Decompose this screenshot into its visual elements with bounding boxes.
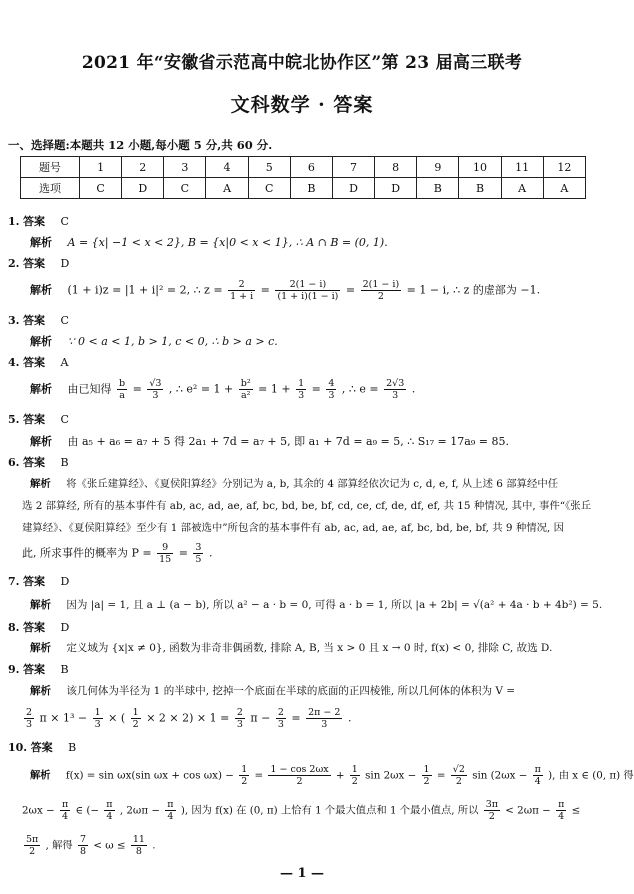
- page-number: — 1 —: [279, 866, 325, 881]
- answer-line: [8, 312, 69, 328]
- fraction-numerator: 2(1 − i): [362, 279, 400, 290]
- analysis-line: [22, 519, 564, 534]
- fraction-numerator: π: [106, 799, 113, 810]
- analysis-label: 解析: [30, 769, 51, 782]
- fraction-denominator: 3: [298, 390, 305, 401]
- analysis-text: +: [335, 769, 345, 782]
- analysis-text: .: [152, 839, 156, 852]
- item-number: 10.: [8, 741, 28, 754]
- analysis-line: [22, 497, 591, 512]
- analysis-text: 选 2 部算经, 所有的基本事件有 ab, ac, ad, ae, af, bc, bd, be, bf, cd, ce, cf, de, df, ef, 共 15 种情况, 其中, 事件“《张丘: [22, 500, 592, 512]
- analysis-line: [22, 542, 212, 565]
- fraction: [60, 799, 70, 822]
- fraction: [533, 764, 543, 787]
- item-number: 7.: [8, 575, 20, 588]
- fraction: [131, 834, 147, 857]
- answer-choice: A: [206, 178, 248, 199]
- row-label-number: 题号: [21, 157, 80, 178]
- analysis-text: 因为 |a| = 1, 且 a ⊥ (a − b), 所以 a² − a · b = 0, 可得 a · b = 1, 所以 |a + 2b| = √(a² + 4a · b + 4b²) = 5.: [66, 599, 603, 611]
- analysis-text: π × 1³ −: [39, 711, 88, 725]
- answer-label: 答案: [22, 621, 45, 634]
- fraction: [384, 378, 406, 401]
- analysis-line: [30, 378, 415, 401]
- fraction: [239, 378, 253, 401]
- answer-choice: A: [501, 178, 543, 199]
- answer-label: 答案: [22, 257, 45, 270]
- fraction-denominator: 1 + i: [230, 291, 254, 302]
- fraction-numerator: b: [119, 378, 126, 389]
- analysis-text: 该几何体为半径为 1 的半球中, 挖掉一个底面在半球的底面的正四棱锥, 所以几何体的体积为 V =: [66, 685, 516, 697]
- fraction-numerator: 2π − 2: [308, 707, 341, 718]
- analysis-text: 建算经》、《夏侯阳算经》至少有 1 部被选中”所包含的基本事件有 ab, ac, ad, ae, af, bc, bd, be, bf, 共 9 种情况, 因: [22, 522, 565, 534]
- fraction-denominator: 8: [135, 846, 142, 857]
- fraction-numerator: 2: [236, 707, 243, 718]
- analysis-text: ∵ 0 < a < 1, b > 1, c < 0, ∴ b > a > c.: [67, 335, 278, 348]
- exam-subtitle: 文科数学 · 答案: [230, 94, 374, 116]
- fraction: [147, 378, 163, 401]
- analysis-text: = 1 +: [258, 382, 291, 396]
- analysis-line: [30, 640, 552, 655]
- analysis-line: [30, 683, 515, 698]
- fraction: [276, 707, 286, 730]
- analysis-text: , ∴ e =: [341, 382, 379, 396]
- answer-label: 答案: [30, 741, 53, 754]
- fraction-denominator: 3: [236, 719, 243, 730]
- analysis-text: 2ωx −: [22, 804, 55, 817]
- analysis-text: , ∴ e² = 1 +: [168, 382, 234, 396]
- fraction: [235, 707, 245, 730]
- analysis-line: [22, 834, 155, 857]
- analysis-text: 此, 所求事件的概率为 P =: [22, 546, 152, 560]
- fraction-numerator: π: [534, 764, 541, 775]
- fraction-denominator: 2: [241, 776, 248, 787]
- fraction-denominator: 4: [534, 776, 541, 787]
- analysis-text: =: [345, 283, 356, 297]
- answer-value: B: [60, 663, 69, 676]
- section-heading: 一、选择题:本题共 12 小题,每小题 5 分,共 60 分.: [8, 138, 273, 152]
- fraction-numerator: π: [61, 799, 69, 810]
- analysis-text: < ω ≤: [93, 839, 126, 852]
- fraction-numerator: b²: [240, 378, 251, 389]
- item-number: 8.: [8, 621, 20, 634]
- analysis-label: 解析: [30, 236, 52, 249]
- question-number: 4: [206, 157, 248, 178]
- fraction: [117, 378, 127, 401]
- answer-line: [8, 573, 69, 589]
- answer-choice: D: [332, 178, 374, 199]
- analysis-text: = 1 − i, ∴ z 的虚部为 −1.: [406, 283, 541, 297]
- fraction: [239, 764, 249, 787]
- item-number: 3.: [8, 314, 20, 327]
- answer-value: D: [60, 621, 70, 634]
- answer-label: 答案: [22, 456, 45, 469]
- fraction: [350, 764, 360, 787]
- fraction: [306, 707, 342, 730]
- analysis-text: =: [178, 546, 188, 560]
- analysis-text: sin (2ωx −: [472, 769, 528, 782]
- fraction-denominator: 3: [392, 390, 399, 401]
- analysis-text: (1 + i)z = |1 + i|² = 2, ∴ z =: [67, 283, 223, 297]
- question-number: 6: [290, 157, 332, 178]
- analysis-text: × 2 × 2) × 1 =: [146, 711, 230, 725]
- fraction: [228, 279, 255, 302]
- fraction-numerator: 3: [195, 542, 202, 553]
- answer-choice: C: [80, 178, 122, 199]
- answer-line: [8, 739, 76, 755]
- answer-line: [8, 661, 69, 677]
- fraction: [78, 834, 88, 857]
- answer-value: C: [60, 413, 69, 426]
- fraction-denominator: 2: [455, 776, 462, 787]
- analysis-text: 由 a₅ + a₆ = a₇ + 5 得 2a₁ + 7d = a₇ + 5, 即 a₁ + 7d = a₉ = 5, ∴ S₁₇ = 17a₉ = 85.: [67, 435, 509, 448]
- fraction: [24, 707, 34, 730]
- fraction-numerator: √2: [452, 764, 465, 775]
- fraction-denominator: 4: [558, 811, 565, 822]
- exam-title: 2021 年“安徽省示范高中皖北协作区”第 23 届高三联考: [81, 53, 523, 73]
- analysis-text: × (: [108, 711, 126, 725]
- fraction-denominator: 8: [80, 846, 87, 857]
- item-number: 4.: [8, 356, 20, 369]
- question-number: 12: [543, 157, 585, 178]
- fraction: [165, 799, 175, 822]
- analysis-label: 解析: [30, 642, 51, 654]
- analysis-label: 解析: [30, 435, 52, 448]
- answer-choice: B: [459, 178, 501, 199]
- fraction: [484, 799, 500, 822]
- analysis-text: ∈ (−: [75, 804, 100, 817]
- question-number: 2: [122, 157, 164, 178]
- fraction-denominator: 2: [296, 776, 303, 787]
- fraction-denominator: 3: [152, 390, 159, 401]
- answer-value: A: [60, 356, 69, 369]
- fraction-numerator: 2(1 − i): [275, 279, 340, 291]
- fraction-denominator: (1 + i)(1 − i): [277, 291, 339, 302]
- answer-choice: C: [248, 178, 290, 199]
- fraction-numerator: √3: [149, 378, 162, 389]
- fraction-denominator: 2: [423, 776, 430, 787]
- question-number: 3: [164, 157, 206, 178]
- fraction-numerator: π: [167, 799, 174, 810]
- analysis-text: .: [347, 711, 352, 725]
- answer-line: [8, 454, 69, 470]
- fraction-denominator: 2: [488, 811, 495, 822]
- fraction-numerator: π: [558, 799, 565, 810]
- fraction: [24, 834, 40, 857]
- analysis-line: [30, 279, 540, 302]
- analysis-label: 解析: [30, 599, 51, 611]
- answer-choice: D: [375, 178, 417, 199]
- fraction: [193, 542, 203, 565]
- fraction-numerator: 2√3: [386, 378, 405, 389]
- question-number: 9: [417, 157, 459, 178]
- fraction-denominator: 2: [351, 776, 358, 787]
- answer-choice: A: [543, 178, 585, 199]
- analysis-text: ), 因为 f(x) 在 (0, π) 上恰有 1 个最大值点和 1 个最小值点, 所以: [180, 804, 479, 817]
- fraction-denominator: a: [119, 390, 125, 401]
- answer-choice: B: [290, 178, 332, 199]
- answer-label: 答案: [22, 356, 45, 369]
- analysis-text: ≤: [571, 804, 581, 817]
- answer-choice: D: [122, 178, 164, 199]
- fraction-denominator: 2: [29, 846, 36, 857]
- analysis-label: 解析: [30, 335, 52, 348]
- fraction-denominator: 2: [377, 291, 384, 302]
- fraction-numerator: 11: [132, 834, 145, 845]
- fraction-denominator: 3: [321, 719, 328, 730]
- analysis-line: [30, 433, 509, 449]
- fraction-numerator: 1: [132, 707, 139, 718]
- analysis-line: [30, 333, 278, 349]
- analysis-text: =: [132, 382, 142, 396]
- analysis-text: sin 2ωx −: [365, 769, 417, 782]
- question-number: 8: [375, 157, 417, 178]
- fraction-numerator: 7: [80, 834, 87, 845]
- fraction-denominator: 4: [167, 811, 174, 822]
- answer-line: [8, 213, 69, 229]
- item-number: 5.: [8, 413, 20, 426]
- fraction-denominator: 3: [26, 719, 33, 730]
- analysis-text: f(x) = sin ωx(sin ωx + cos ωx) −: [65, 769, 234, 782]
- analysis-text: 将《张丘建算经》、《夏侯阳算经》分别记为 a, b, 其余的 4 部算经依次记为 c, d, e, f, 从上述 6 部算经中任: [66, 478, 559, 490]
- answer-value: B: [60, 456, 69, 469]
- fraction: [556, 799, 566, 822]
- item-number: 9.: [8, 663, 20, 676]
- fraction-numerator: 1: [423, 764, 430, 775]
- answer-value: D: [60, 575, 70, 588]
- analysis-text: =: [254, 769, 264, 782]
- fraction-numerator: 1: [94, 707, 101, 718]
- analysis-text: =: [260, 283, 270, 297]
- analysis-line: [30, 475, 558, 490]
- item-number: 2.: [8, 257, 20, 270]
- fraction-numerator: 1: [351, 764, 358, 775]
- analysis-text: A = {x| −1 < x < 2}, B = {x|0 < x < 1}, ∴ A ∩ B = (0, 1).: [67, 236, 388, 249]
- fraction: [104, 799, 114, 822]
- answer-table-choice-row: [21, 178, 586, 199]
- fraction-numerator: 1 − cos 2ωx: [270, 764, 329, 775]
- analysis-text: ), 由 x ∈ (0, π) 得: [548, 769, 634, 782]
- answer-label: 答案: [22, 314, 45, 327]
- question-number: 10: [459, 157, 501, 178]
- analysis-label: 解析: [30, 382, 52, 396]
- answer-line: [8, 354, 68, 370]
- question-number: 1: [80, 157, 122, 178]
- analysis-text: , 解得: [45, 839, 73, 852]
- fraction-numerator: 9: [157, 542, 173, 554]
- answer-table: [20, 156, 586, 199]
- fraction-numerator: 1: [241, 764, 248, 775]
- analysis-line: [30, 234, 388, 250]
- item-number: 6.: [8, 456, 20, 469]
- question-number: 7: [332, 157, 374, 178]
- answer-value: B: [68, 741, 77, 754]
- analysis-text: < 2ωπ −: [505, 804, 551, 817]
- fraction: [422, 764, 432, 787]
- fraction: [326, 378, 336, 401]
- fraction: [296, 378, 306, 401]
- analysis-label: 解析: [30, 685, 51, 697]
- fraction-denominator: 5: [195, 554, 202, 565]
- analysis-line: [22, 799, 580, 822]
- fraction-numerator: 1: [298, 378, 305, 389]
- row-label-choice: 选项: [21, 178, 80, 199]
- answer-label: 答案: [22, 215, 45, 228]
- answer-value: C: [60, 314, 69, 327]
- analysis-text: =: [436, 769, 446, 782]
- fraction: [93, 707, 103, 730]
- analysis-label: 解析: [30, 283, 52, 297]
- analysis-label: 解析: [30, 478, 51, 490]
- fraction-denominator: 3: [94, 719, 101, 730]
- fraction-denominator: 2: [132, 719, 139, 730]
- fraction: [131, 707, 141, 730]
- fraction: [361, 279, 402, 302]
- fraction-numerator: 3π: [485, 799, 498, 810]
- analysis-text: =: [311, 382, 321, 396]
- answer-line: [8, 411, 69, 427]
- fraction-denominator: 3: [277, 719, 284, 730]
- item-number: 1.: [8, 215, 20, 228]
- analysis-line: [30, 597, 602, 612]
- analysis-line: [22, 707, 351, 730]
- analysis-text: π −: [250, 711, 271, 725]
- fraction: [268, 764, 330, 787]
- answer-label: 答案: [22, 575, 45, 588]
- fraction-numerator: 2: [277, 707, 284, 718]
- fraction-denominator: 15: [159, 554, 172, 565]
- answer-table-number-row: [21, 157, 586, 178]
- analysis-text: 由已知得: [67, 382, 112, 396]
- question-number: 11: [501, 157, 543, 178]
- analysis-text: .: [208, 546, 213, 560]
- answer-label: 答案: [22, 663, 45, 676]
- answer-line: [8, 255, 69, 271]
- analysis-text: =: [291, 711, 301, 725]
- fraction-numerator: 2: [26, 707, 33, 718]
- analysis-text: .: [411, 382, 416, 396]
- answer-value: C: [60, 215, 69, 228]
- fraction-denominator: 4: [62, 811, 69, 822]
- fraction-denominator: 3: [328, 390, 335, 401]
- fraction-numerator: 4: [328, 378, 335, 389]
- answer-choice: C: [164, 178, 206, 199]
- answer-line: [8, 619, 69, 635]
- answer-label: 答案: [22, 413, 45, 426]
- fraction: [275, 279, 340, 302]
- fraction-denominator: a²: [240, 390, 251, 401]
- answer-value: D: [60, 257, 70, 270]
- analysis-text: , 2ωπ −: [119, 804, 160, 817]
- fraction: [451, 764, 467, 787]
- fraction-numerator: 5π: [26, 834, 39, 845]
- analysis-text: 定义域为 {x|x ≠ 0}, 函数为非奇非偶函数, 排除 A, B, 当 x > 0 且 x → 0 时, f(x) < 0, 排除 C, 故选 D.: [66, 642, 553, 654]
- question-number: 5: [248, 157, 290, 178]
- fraction-denominator: 4: [106, 811, 113, 822]
- analysis-line: [30, 764, 634, 787]
- fraction: [157, 542, 173, 565]
- answer-choice: B: [417, 178, 459, 199]
- fraction-numerator: 2: [228, 279, 255, 291]
